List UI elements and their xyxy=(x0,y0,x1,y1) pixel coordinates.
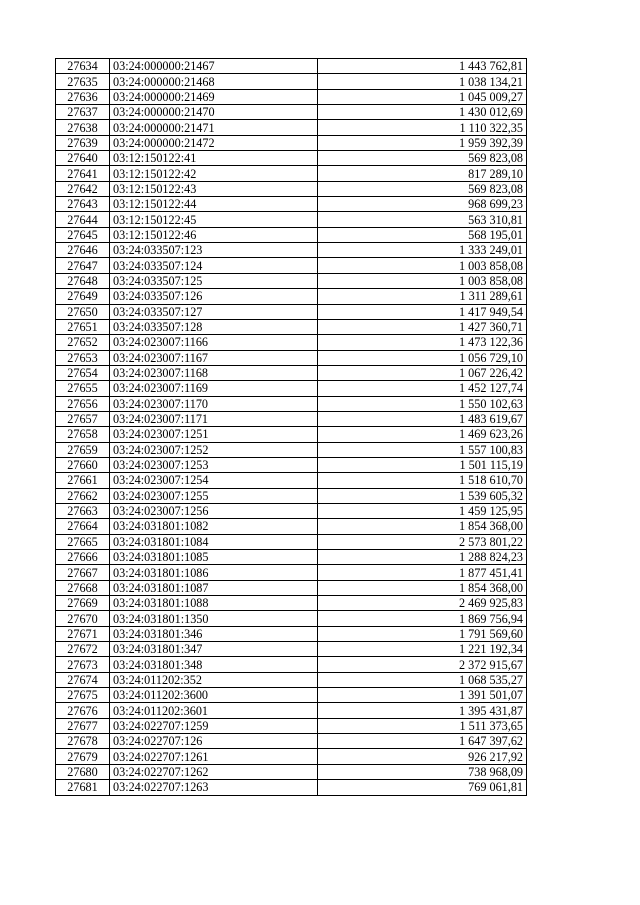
table-row xyxy=(56,503,527,518)
value-cell: 1 333 249,01 xyxy=(318,243,527,258)
cadastral-number-cell: 03:24:023007:1170 xyxy=(110,396,318,411)
value-cell: 1 473 122,36 xyxy=(318,335,527,350)
cadastral-number-cell: 03:24:033507:124 xyxy=(110,258,318,273)
cadastral-number-cell: 03:24:000000:21469 xyxy=(110,89,318,104)
value-cell: 1 854 368,00 xyxy=(318,580,527,595)
row-number-cell: 27639 xyxy=(56,135,110,150)
row-number-cell: 27641 xyxy=(56,166,110,181)
row-number-cell: 27680 xyxy=(56,764,110,779)
cadastral-number-cell: 03:24:023007:1256 xyxy=(110,503,318,518)
value-cell: 1 430 012,69 xyxy=(318,105,527,120)
table-row xyxy=(56,519,527,534)
value-cell: 1 854 368,00 xyxy=(318,519,527,534)
table-row xyxy=(56,120,527,135)
cadastral-number-cell: 03:24:031801:1086 xyxy=(110,565,318,580)
value-cell: 1 417 949,54 xyxy=(318,304,527,319)
cadastral-number-cell: 03:24:023007:1166 xyxy=(110,335,318,350)
table-row xyxy=(56,749,527,764)
row-number-cell: 27636 xyxy=(56,89,110,104)
row-number-cell: 27659 xyxy=(56,442,110,457)
row-number-cell: 27653 xyxy=(56,350,110,365)
table-row xyxy=(56,473,527,488)
value-cell: 1 452 127,74 xyxy=(318,381,527,396)
cadastral-number-cell: 03:24:023007:1254 xyxy=(110,473,318,488)
value-cell: 1 539 605,32 xyxy=(318,488,527,503)
row-number-cell: 27670 xyxy=(56,611,110,626)
cadastral-number-cell: 03:24:033507:126 xyxy=(110,289,318,304)
table-row xyxy=(56,181,527,196)
table-row xyxy=(56,565,527,580)
row-number-cell: 27635 xyxy=(56,74,110,89)
table-row xyxy=(56,396,527,411)
table-row xyxy=(56,74,527,89)
value-cell: 817 289,10 xyxy=(318,166,527,181)
cadastral-number-cell: 03:24:033507:125 xyxy=(110,273,318,288)
cadastral-number-cell: 03:24:031801:1087 xyxy=(110,580,318,595)
value-cell: 1 003 858,08 xyxy=(318,273,527,288)
cadastral-number-cell: 03:24:033507:123 xyxy=(110,243,318,258)
value-cell: 1 550 102,63 xyxy=(318,396,527,411)
value-cell: 1 511 373,65 xyxy=(318,718,527,733)
value-cell: 1 068 535,27 xyxy=(318,672,527,687)
row-number-cell: 27645 xyxy=(56,227,110,242)
table-row xyxy=(56,304,527,319)
value-cell: 926 217,92 xyxy=(318,749,527,764)
value-cell: 1 459 125,95 xyxy=(318,503,527,518)
cadastral-number-cell: 03:12:150122:44 xyxy=(110,197,318,212)
row-number-cell: 27662 xyxy=(56,488,110,503)
value-cell: 1 288 824,23 xyxy=(318,550,527,565)
table-row xyxy=(56,780,527,795)
cadastral-number-cell: 03:24:023007:1253 xyxy=(110,457,318,472)
table-row xyxy=(56,365,527,380)
value-cell: 569 823,08 xyxy=(318,181,527,196)
row-number-cell: 27647 xyxy=(56,258,110,273)
value-cell: 1 518 610,70 xyxy=(318,473,527,488)
row-number-cell: 27671 xyxy=(56,626,110,641)
table-row xyxy=(56,534,527,549)
table-row xyxy=(56,273,527,288)
cadastral-number-cell: 03:24:000000:21472 xyxy=(110,135,318,150)
table-row xyxy=(56,580,527,595)
table-row xyxy=(56,411,527,426)
row-number-cell: 27649 xyxy=(56,289,110,304)
value-cell: 563 310,81 xyxy=(318,212,527,227)
value-cell: 968 699,23 xyxy=(318,197,527,212)
table-row xyxy=(56,319,527,334)
cadastral-number-cell: 03:24:023007:1171 xyxy=(110,411,318,426)
table-row xyxy=(56,626,527,641)
row-number-cell: 27655 xyxy=(56,381,110,396)
cadastral-number-cell: 03:24:023007:1255 xyxy=(110,488,318,503)
cadastral-number-cell: 03:24:023007:1169 xyxy=(110,381,318,396)
row-number-cell: 27674 xyxy=(56,672,110,687)
row-number-cell: 27634 xyxy=(56,59,110,74)
table-row xyxy=(56,642,527,657)
value-cell: 2 573 801,22 xyxy=(318,534,527,549)
cadastral-number-cell: 03:24:023007:1167 xyxy=(110,350,318,365)
value-cell: 1 791 569,60 xyxy=(318,626,527,641)
table-row xyxy=(56,550,527,565)
cadastral-number-cell: 03:24:011202:3600 xyxy=(110,688,318,703)
cadastral-number-cell: 03:24:033507:127 xyxy=(110,304,318,319)
row-number-cell: 27665 xyxy=(56,534,110,549)
cadastral-number-cell: 03:24:031801:348 xyxy=(110,657,318,672)
row-number-cell: 27658 xyxy=(56,427,110,442)
cadastral-number-cell: 03:12:150122:46 xyxy=(110,227,318,242)
cadastral-number-cell: 03:24:022707:1263 xyxy=(110,780,318,795)
row-number-cell: 27677 xyxy=(56,718,110,733)
table-row xyxy=(56,151,527,166)
value-cell: 1 045 009,27 xyxy=(318,89,527,104)
value-cell: 1 067 226,42 xyxy=(318,365,527,380)
value-cell: 1 869 756,94 xyxy=(318,611,527,626)
value-cell: 568 195,01 xyxy=(318,227,527,242)
cadastral-number-cell: 03:24:031801:347 xyxy=(110,642,318,657)
table-row xyxy=(56,688,527,703)
row-number-cell: 27643 xyxy=(56,197,110,212)
cadastral-number-cell: 03:24:022707:1262 xyxy=(110,764,318,779)
value-cell: 1 391 501,07 xyxy=(318,688,527,703)
cadastral-number-cell: 03:24:022707:1261 xyxy=(110,749,318,764)
value-cell: 1 427 360,71 xyxy=(318,319,527,334)
cadastral-number-cell: 03:24:011202:352 xyxy=(110,672,318,687)
row-number-cell: 27668 xyxy=(56,580,110,595)
row-number-cell: 27652 xyxy=(56,335,110,350)
table-row xyxy=(56,105,527,120)
row-number-cell: 27651 xyxy=(56,319,110,334)
value-cell: 1 877 451,41 xyxy=(318,565,527,580)
cadastral-number-cell: 03:12:150122:45 xyxy=(110,212,318,227)
table-row xyxy=(56,59,527,74)
value-cell: 769 061,81 xyxy=(318,780,527,795)
value-cell: 1 469 623,26 xyxy=(318,427,527,442)
value-cell: 738 968,09 xyxy=(318,764,527,779)
row-number-cell: 27666 xyxy=(56,550,110,565)
table-row xyxy=(56,289,527,304)
table-row xyxy=(56,89,527,104)
row-number-cell: 27661 xyxy=(56,473,110,488)
value-cell: 1 395 431,87 xyxy=(318,703,527,718)
row-number-cell: 27644 xyxy=(56,212,110,227)
row-number-cell: 27656 xyxy=(56,396,110,411)
row-number-cell: 27654 xyxy=(56,365,110,380)
value-cell: 1 221 192,34 xyxy=(318,642,527,657)
row-number-cell: 27669 xyxy=(56,596,110,611)
table-row xyxy=(56,258,527,273)
value-cell: 1 501 115,19 xyxy=(318,457,527,472)
cadastral-number-cell: 03:24:031801:1084 xyxy=(110,534,318,549)
table-row xyxy=(56,718,527,733)
row-number-cell: 27660 xyxy=(56,457,110,472)
row-number-cell: 27678 xyxy=(56,734,110,749)
row-number-cell: 27681 xyxy=(56,780,110,795)
table-row xyxy=(56,657,527,672)
table-row xyxy=(56,335,527,350)
row-number-cell: 27679 xyxy=(56,749,110,764)
cadastral-number-cell: 03:24:000000:21468 xyxy=(110,74,318,89)
cadastral-number-cell: 03:24:031801:1088 xyxy=(110,596,318,611)
value-cell: 2 469 925,83 xyxy=(318,596,527,611)
value-cell: 2 372 915,67 xyxy=(318,657,527,672)
row-number-cell: 27657 xyxy=(56,411,110,426)
value-cell: 569 823,08 xyxy=(318,151,527,166)
table-row xyxy=(56,135,527,150)
row-number-cell: 27637 xyxy=(56,105,110,120)
table-row xyxy=(56,166,527,181)
value-cell: 1 959 392,39 xyxy=(318,135,527,150)
table-row xyxy=(56,442,527,457)
row-number-cell: 27672 xyxy=(56,642,110,657)
cadastral-number-cell: 03:24:031801:1082 xyxy=(110,519,318,534)
cadastral-number-cell: 03:24:023007:1251 xyxy=(110,427,318,442)
table-row xyxy=(56,488,527,503)
table-row xyxy=(56,381,527,396)
cadastral-value-table xyxy=(55,58,527,796)
table-row xyxy=(56,212,527,227)
table-row xyxy=(56,596,527,611)
value-cell: 1 483 619,67 xyxy=(318,411,527,426)
cadastral-number-cell: 03:12:150122:41 xyxy=(110,151,318,166)
row-number-cell: 27638 xyxy=(56,120,110,135)
cadastral-number-cell: 03:24:031801:346 xyxy=(110,626,318,641)
row-number-cell: 27667 xyxy=(56,565,110,580)
value-cell: 1 647 397,62 xyxy=(318,734,527,749)
row-number-cell: 27663 xyxy=(56,503,110,518)
row-number-cell: 27675 xyxy=(56,688,110,703)
value-cell: 1 056 729,10 xyxy=(318,350,527,365)
cadastral-number-cell: 03:24:033507:128 xyxy=(110,319,318,334)
value-cell: 1 311 289,61 xyxy=(318,289,527,304)
table-row xyxy=(56,350,527,365)
cadastral-number-cell: 03:24:022707:126 xyxy=(110,734,318,749)
cadastral-number-cell: 03:24:031801:1350 xyxy=(110,611,318,626)
value-cell: 1 038 134,21 xyxy=(318,74,527,89)
table-row xyxy=(56,243,527,258)
value-cell: 1 557 100,83 xyxy=(318,442,527,457)
table-row xyxy=(56,457,527,472)
table-row xyxy=(56,764,527,779)
row-number-cell: 27642 xyxy=(56,181,110,196)
cadastral-number-cell: 03:24:031801:1085 xyxy=(110,550,318,565)
table-row xyxy=(56,427,527,442)
cadastral-number-cell: 03:24:000000:21471 xyxy=(110,120,318,135)
table-row xyxy=(56,703,527,718)
cadastral-number-cell: 03:12:150122:43 xyxy=(110,181,318,196)
table-row xyxy=(56,227,527,242)
row-number-cell: 27676 xyxy=(56,703,110,718)
value-cell: 1 110 322,35 xyxy=(318,120,527,135)
value-cell: 1 003 858,08 xyxy=(318,258,527,273)
value-cell: 1 443 762,81 xyxy=(318,59,527,74)
table-row xyxy=(56,734,527,749)
row-number-cell: 27673 xyxy=(56,657,110,672)
cadastral-number-cell: 03:12:150122:42 xyxy=(110,166,318,181)
cadastral-number-cell: 03:24:000000:21467 xyxy=(110,59,318,74)
table-row xyxy=(56,197,527,212)
row-number-cell: 27640 xyxy=(56,151,110,166)
row-number-cell: 27648 xyxy=(56,273,110,288)
cadastral-number-cell: 03:24:022707:1259 xyxy=(110,718,318,733)
table-row xyxy=(56,611,527,626)
row-number-cell: 27646 xyxy=(56,243,110,258)
cadastral-number-cell: 03:24:023007:1252 xyxy=(110,442,318,457)
table-row xyxy=(56,672,527,687)
cadastral-number-cell: 03:24:023007:1168 xyxy=(110,365,318,380)
cadastral-number-cell: 03:24:011202:3601 xyxy=(110,703,318,718)
table-body xyxy=(56,59,527,796)
row-number-cell: 27664 xyxy=(56,519,110,534)
row-number-cell: 27650 xyxy=(56,304,110,319)
cadastral-number-cell: 03:24:000000:21470 xyxy=(110,105,318,120)
